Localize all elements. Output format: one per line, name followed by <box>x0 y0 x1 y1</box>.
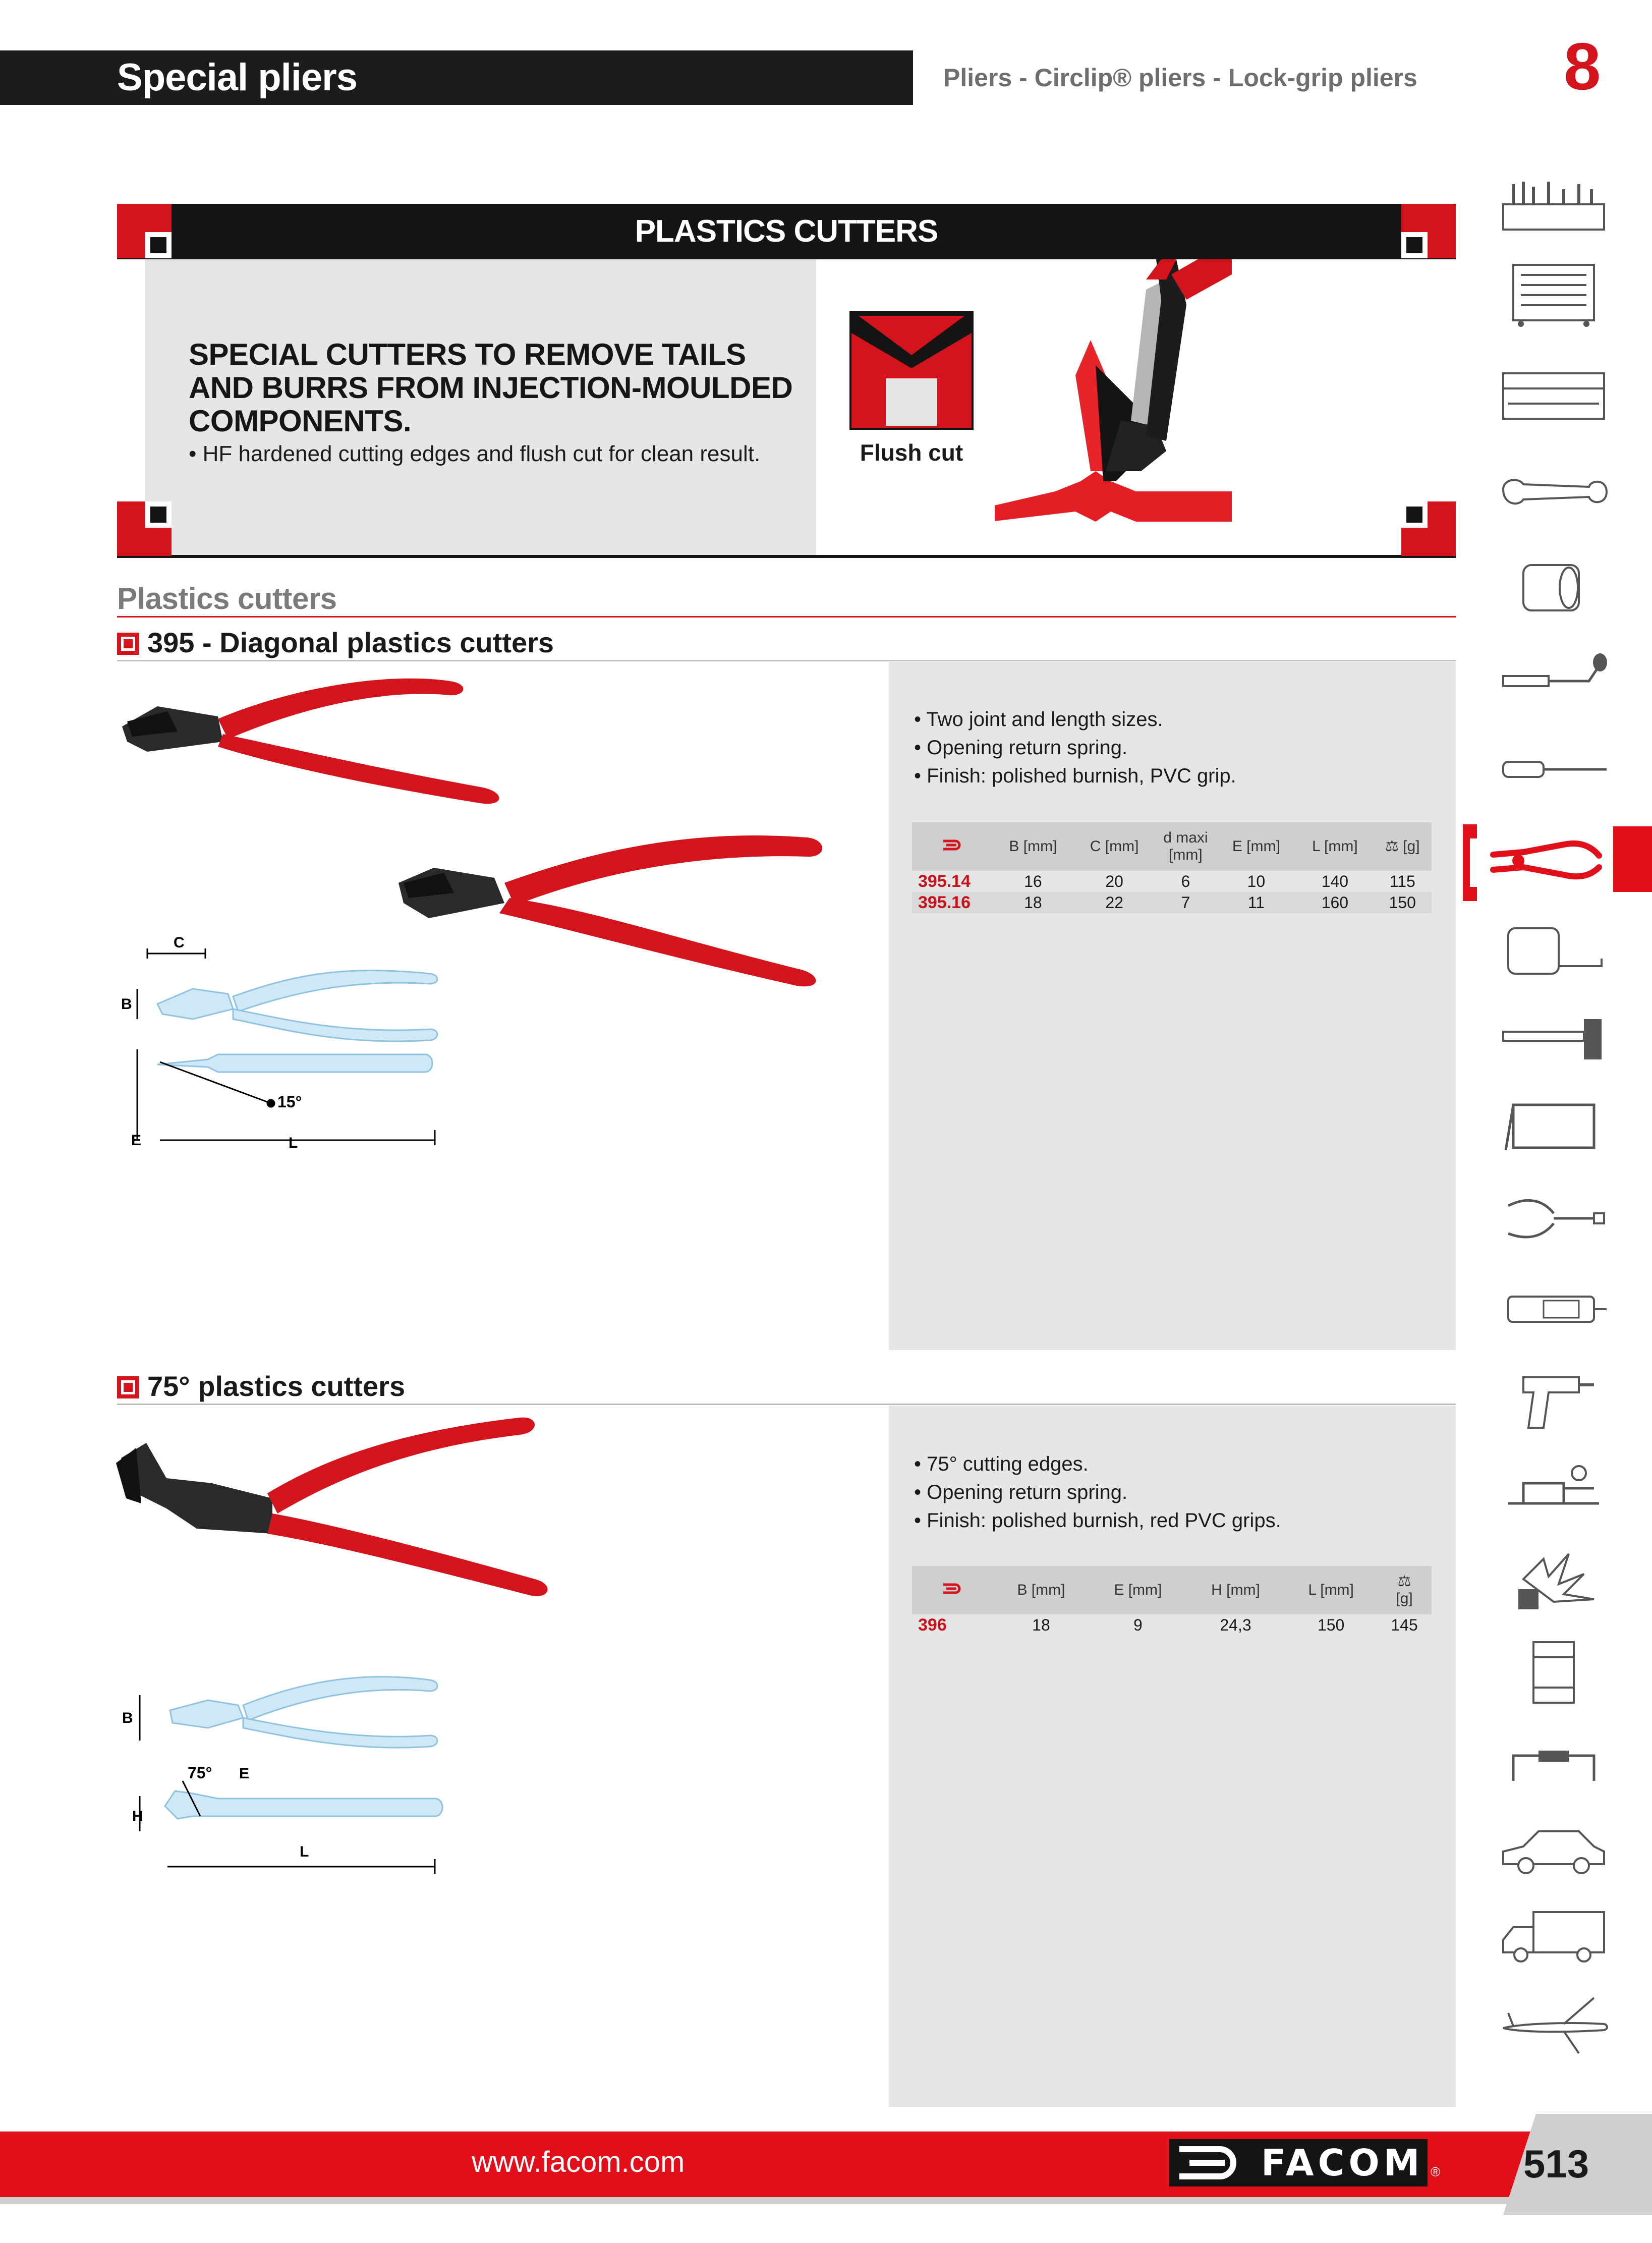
product-395-dimension-diagram <box>117 933 440 1155</box>
column-header-text: [g] <box>1396 1590 1413 1607</box>
ratchet-icon[interactable] <box>1493 648 1614 714</box>
table-cell: 6 <box>1181 872 1190 890</box>
product-396-features <box>914 1450 1281 1535</box>
column-header: E [mm] <box>1216 822 1296 871</box>
column-header-text: [g] <box>1403 838 1420 855</box>
table-cell: 7 <box>1155 892 1216 913</box>
table-cell: 10 <box>1247 872 1266 890</box>
column-header: B [mm] <box>993 1566 1090 1614</box>
bullet-square-icon <box>117 1376 139 1398</box>
tester-icon[interactable] <box>1493 1276 1614 1342</box>
product-395-features <box>914 705 1236 790</box>
column-header: B [mm] <box>993 822 1073 871</box>
handle-icon[interactable] <box>1493 1725 1614 1791</box>
dimension-label-e: E <box>239 1765 250 1782</box>
page-number: 513 <box>1523 2142 1589 2186</box>
car-icon[interactable] <box>1493 1816 1614 1882</box>
weight-scale-icon: ⚖ <box>1397 1573 1411 1590</box>
table-cell: 140 <box>1321 872 1349 890</box>
facom-brand-text: FACOM <box>1261 2142 1424 2184</box>
banner-heading-line: AND BURRS FROM INJECTION-MOULDED <box>189 371 793 405</box>
table-row <box>912 892 1432 913</box>
truck-icon[interactable] <box>1493 1902 1614 1968</box>
section-rule <box>117 616 1456 618</box>
impact-wrench-icon[interactable] <box>1493 1367 1614 1433</box>
active-chapter-tab <box>1613 826 1652 892</box>
feature-banner <box>117 204 1456 557</box>
website-link[interactable]: www.facom.com <box>472 2146 685 2178</box>
diagonal-cutter-photo-small <box>117 671 521 843</box>
bullet-square-icon <box>117 633 139 655</box>
table-cell: 115 <box>1389 872 1415 890</box>
airplane-icon[interactable] <box>1493 1993 1614 2058</box>
dimension-label-b: B <box>121 996 132 1013</box>
angle-label: 75° <box>188 1764 212 1782</box>
product-heading-396 <box>117 1370 405 1403</box>
table-cell: 24,3 <box>1220 1616 1251 1634</box>
product-heading-text: 75° plastics cutters <box>147 1370 406 1402</box>
table-header-row <box>912 822 1432 871</box>
table-cell: 9 <box>1133 1616 1143 1634</box>
table-row <box>912 871 1432 892</box>
table-cell: 18 <box>993 892 1073 913</box>
corner-ornament <box>117 204 172 258</box>
hacksaw-icon[interactable] <box>1493 1095 1614 1160</box>
plastic-sprue-cutting-photo <box>995 259 1439 542</box>
banner-bullet: • HF hardened cutting edges and flush cut for clean result. <box>189 441 761 466</box>
table-cell: 160 <box>1296 892 1373 913</box>
footer-rule <box>0 2197 1652 2204</box>
product-395-spec-table <box>912 822 1432 913</box>
table-cell: 150 <box>1374 892 1432 913</box>
feature-item: • Finish: polished burnish, PVC grip. <box>914 765 1236 787</box>
column-header: E [mm] <box>1090 1566 1186 1614</box>
tape-measure-icon[interactable] <box>1493 918 1614 984</box>
reference-cell: 396 <box>918 1615 947 1635</box>
feature-item: • Two joint and length sizes. <box>914 708 1163 731</box>
table-cell: 20 <box>1105 872 1123 890</box>
tool-drawer-icon[interactable] <box>1493 363 1614 429</box>
table-cell: 16 <box>1024 872 1042 890</box>
banner-heading <box>189 338 794 438</box>
banner-title: PLASTICS CUTTERS <box>635 214 938 249</box>
corner-ornament <box>1401 204 1456 258</box>
angle-label: 15° <box>277 1093 302 1111</box>
reference-icon <box>912 1566 993 1614</box>
wrench-icon[interactable] <box>1493 459 1614 525</box>
feature-item: • Finish: polished burnish, red PVC grips. <box>914 1509 1281 1532</box>
table-cell: 22 <box>1073 892 1156 913</box>
vise-icon[interactable] <box>1493 1453 1614 1519</box>
reference-cell: 395.14 <box>918 872 971 891</box>
banner-bottom-rule <box>117 555 1456 558</box>
socket-icon[interactable] <box>1493 555 1614 621</box>
dimension-label-e: E <box>131 1132 142 1149</box>
column-header-weight <box>1374 822 1432 871</box>
product-rule <box>117 1404 1456 1405</box>
reference-cell: 395.16 <box>912 892 993 913</box>
dimension-label-l: L <box>300 1843 309 1860</box>
flush-cut-label: Flush cut <box>860 439 963 466</box>
feature-item: • 75° cutting edges. <box>914 1453 1089 1475</box>
page-title: Special pliers <box>117 56 358 99</box>
puller-icon[interactable] <box>1493 1186 1614 1251</box>
tool-cabinet-icon[interactable] <box>1493 262 1614 328</box>
safety-icon[interactable] <box>1493 1549 1614 1614</box>
table-cell: 18 <box>1032 1616 1050 1634</box>
corner-ornament <box>117 501 172 556</box>
registered-mark-icon: ® <box>1431 2164 1441 2179</box>
section-title: Plastics cutters <box>117 582 337 615</box>
product-396-spec-table <box>912 1566 1432 1636</box>
column-header: C [mm] <box>1073 822 1156 871</box>
product-heading-395 <box>117 627 554 659</box>
table-header-row <box>912 1566 1432 1614</box>
hammer-icon[interactable] <box>1493 1004 1614 1070</box>
product-heading-text: 395 - Diagonal plastics cutters <box>147 627 554 658</box>
reference-icon <box>912 822 993 871</box>
table-cell: 11 <box>1216 892 1296 913</box>
feature-item: • Opening return spring. <box>914 1481 1128 1503</box>
column-header-weight <box>1377 1566 1432 1614</box>
product-rule <box>117 660 1456 661</box>
chapter-number: 8 <box>1564 29 1601 103</box>
angled-cutter-photo <box>106 1413 560 1624</box>
banner-heading-line: COMPONENTS. <box>189 404 412 438</box>
facom-brand-mark-icon <box>1169 2139 1245 2186</box>
feature-item: • Opening return spring. <box>914 737 1128 759</box>
table-cell: 145 <box>1391 1616 1418 1634</box>
sidebar-item-pliers-active[interactable] <box>1463 824 1614 901</box>
electrical-icon[interactable] <box>1493 1640 1614 1705</box>
dimension-label-l: L <box>289 1135 298 1151</box>
column-header: L [mm] <box>1285 1566 1377 1614</box>
pliers-icon <box>1463 824 1614 901</box>
column-header: L [mm] <box>1296 822 1373 871</box>
column-header: H [mm] <box>1186 1566 1285 1614</box>
column-header: d maxi [mm] <box>1155 822 1216 871</box>
flush-cut-icon <box>849 311 974 430</box>
page-subtitle: Pliers - Circlip® pliers - Lock-grip pliers <box>943 64 1417 92</box>
diagonal-cutter-photo-large <box>393 827 847 999</box>
dimension-label-c: C <box>174 934 185 951</box>
dimension-label-b: B <box>122 1710 133 1726</box>
dimension-label-h: H <box>132 1808 143 1825</box>
weight-scale-icon: ⚖ <box>1385 838 1399 855</box>
product-396-dimension-diagram <box>117 1665 450 1892</box>
table-cell: 150 <box>1317 1616 1345 1634</box>
table-row <box>912 1614 1432 1636</box>
banner-heading-line: SPECIAL CUTTERS TO REMOVE TAILS <box>189 338 746 371</box>
screwdriver-icon[interactable] <box>1493 737 1614 802</box>
toolbox-icon[interactable] <box>1493 174 1614 240</box>
